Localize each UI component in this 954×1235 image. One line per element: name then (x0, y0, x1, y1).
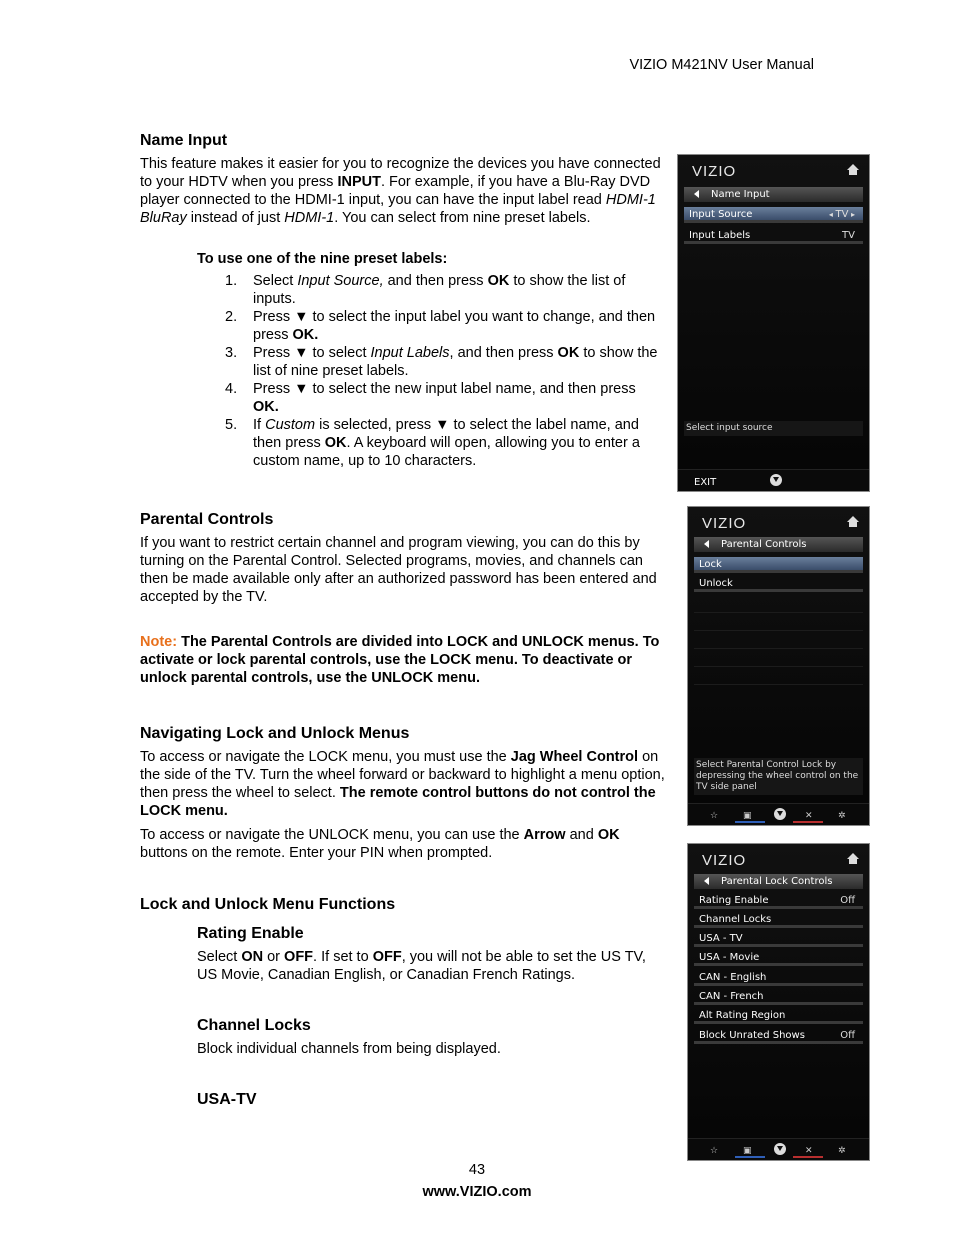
navigating-body-1: To access or navigate the LOCK menu, you must use the Jag Wheel Control on the side of the TV. Turn the wheel forward or backward to highlight a menu option, then press the wheel to select. The remote control buttons do not control the LOCK menu. (140, 749, 665, 819)
vizio-logo: VIZIO (692, 163, 737, 180)
v-button-icon (774, 1143, 786, 1155)
menu-item-rating-enable: Rating Enable Off (694, 893, 863, 909)
menu-item-lock: Lock (694, 557, 863, 573)
navigating-heading: Navigating Lock and Unlock Menus (140, 725, 410, 742)
channel-locks-body: Block individual channels from being displayed. (197, 1041, 501, 1057)
parental-heading: Parental Controls (140, 511, 274, 528)
star-icon: ☆ (710, 811, 719, 821)
name-input-heading: Name Input (140, 132, 228, 149)
menu-hint: Select Parental Control Lock by depressing the wheel control on the TV side panel (694, 758, 863, 795)
blue-key-indicator (735, 821, 765, 823)
gear-icon: ✲ (838, 1146, 846, 1156)
parental-controls-menu-screenshot (687, 506, 870, 826)
v-button-icon (774, 808, 786, 820)
vizio-logo: VIZIO (702, 515, 747, 532)
close-icon: ✕ (805, 811, 813, 821)
exit-label: EXIT (694, 477, 717, 488)
menu-bottom-bar (688, 1138, 869, 1160)
parental-note: Note: The Parental Controls are divided into LOCK and UNLOCK menus. To activate or lock parental controls, use the LOCK menu. To deactivate or unlock parental controls, use the UNLOCK menu. (140, 634, 660, 686)
list-item: 3. Press ▼ to select Input Labels, and then press OK to show the list of nine preset labels. (225, 345, 658, 379)
menu-item-unlock: Unlock (694, 576, 863, 592)
menu-item-dim (694, 669, 863, 685)
menu-breadcrumb: Parental Lock Controls (694, 874, 863, 889)
gear-icon: ✲ (838, 811, 846, 821)
menu-item-usa-tv: USA - TV (694, 931, 863, 947)
channel-locks-heading: Channel Locks (197, 1017, 311, 1034)
menu-item-dim (694, 597, 863, 613)
menu-item-dim (694, 633, 863, 649)
menu-item-can-french: CAN - French (694, 989, 863, 1005)
home-icon (847, 853, 859, 864)
menu-item-dim (694, 651, 863, 667)
menu-item-input-labels: Input Labels TV (684, 228, 863, 244)
parental-body: If you want to restrict certain channel and program viewing, you can do this by turning on the Parental Control. Selected programs, movies, and channels can then be made available only after an authorized password has been entered and accepted by the TV. (140, 535, 657, 605)
menu-item-input-source: Input Source ◂ TV ▸ (684, 207, 863, 223)
navigating-body-2: To access or navigate the UNLOCK menu, you can use the Arrow and OK buttons on the remote. Enter your PIN when prompted. (140, 827, 620, 861)
red-key-indicator (793, 821, 823, 823)
page-number: 43 (468, 1162, 486, 1178)
menu-bottom-bar (678, 469, 869, 491)
list-item: 5. If Custom is selected, press ▼ to select the label name, and then press OK. A keyboard will open, allowing you to enter a custom name, up to 10 characters. (225, 417, 640, 469)
manual-title: VIZIO M421NV User Manual (629, 57, 814, 73)
home-icon (847, 164, 859, 175)
menu-item-alt-rating-region: Alt Rating Region (694, 1008, 863, 1024)
name-input-menu-screenshot (677, 154, 870, 492)
blue-key-indicator (735, 1156, 765, 1158)
picture-icon: ▣ (743, 1146, 752, 1156)
menu-bottom-bar (688, 803, 869, 825)
v-button-icon (770, 474, 782, 486)
menu-item-dim (694, 615, 863, 631)
steps-heading: To use one of the nine preset labels: (197, 251, 448, 267)
footer-url: www.VIZIO.com (422, 1184, 532, 1200)
list-item: 1. Select Input Source, and then press OK to show the list of inputs. (225, 273, 626, 307)
menu-item-block-unrated-shows: Block Unrated Shows Off (694, 1028, 863, 1044)
list-item: 2. Press ▼ to select the input label you want to change, and then press OK. (225, 309, 656, 343)
name-input-intro: This feature makes it easier for you to recognize the devices you have connected to your HDTV when you press INPUT. For example, if you have a Blu-Ray DVD player connected to the HDMI-1 input, you can have the input label read HDMI-1 BluRay instead of just HDMI-1. You can select from nine preset labels. (140, 156, 661, 226)
menu-breadcrumb: Parental Controls (694, 537, 863, 552)
rating-enable-body: Select ON or OFF. If set to OFF, you will not be able to set the US TV, US Movie, Canadian English, or Canadian French Ratings. (197, 949, 646, 983)
menu-breadcrumb: Name Input (684, 187, 863, 202)
menu-item-channel-locks: Channel Locks (694, 912, 863, 928)
close-icon: ✕ (805, 1146, 813, 1156)
vizio-logo: VIZIO (702, 852, 747, 869)
back-arrow-icon (704, 877, 709, 885)
usa-tv-heading: USA-TV (197, 1091, 257, 1108)
star-icon: ☆ (710, 1146, 719, 1156)
back-arrow-icon (694, 190, 699, 198)
home-icon (847, 516, 859, 527)
parental-lock-controls-menu-screenshot (687, 843, 870, 1161)
functions-heading: Lock and Unlock Menu Functions (140, 896, 396, 913)
menu-item-can-english: CAN - English (694, 970, 863, 986)
menu-hint: Select input source (684, 421, 863, 436)
red-key-indicator (793, 1156, 823, 1158)
menu-item-usa-movie: USA - Movie (694, 950, 863, 966)
rating-enable-heading: Rating Enable (197, 925, 304, 942)
back-arrow-icon (704, 540, 709, 548)
list-item: 4. Press ▼ to select the new input label name, and then press OK. (225, 381, 636, 415)
picture-icon: ▣ (743, 811, 752, 821)
steps-list (225, 272, 665, 470)
